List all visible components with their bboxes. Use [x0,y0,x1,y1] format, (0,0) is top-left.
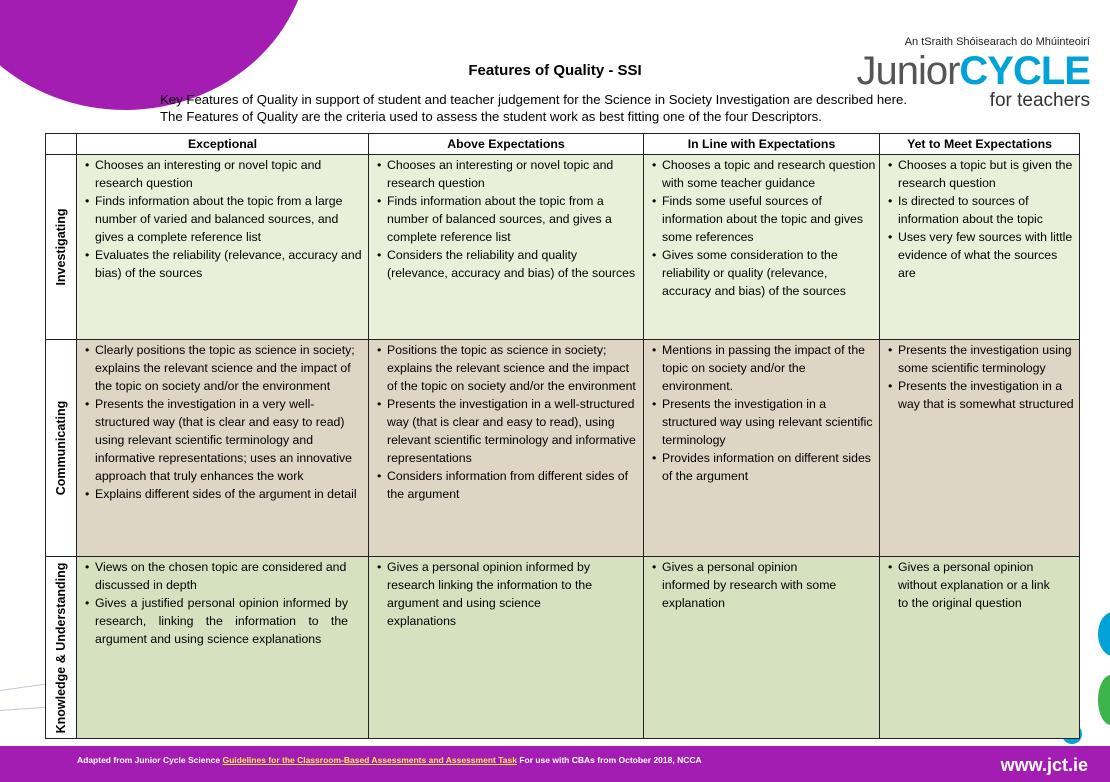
logo-cycle: CYCLE [959,49,1090,93]
list-item: • Presents the investigation in a very well-structured way (that is clear and easy to read) using relevant scientific terminology and informative representations; uses an innovative approach that truly enhances the work [95,395,366,485]
list-item: • Gives a personal opinion informed by research with some explanation [662,558,877,612]
decorative-dot [1098,612,1110,656]
list-item: • Is directed to sources of information about the topic [898,192,1077,228]
table-cell [77,340,369,557]
column-header-exceptional: Exceptional [77,134,369,155]
footer-url[interactable]: www.jct.ie [1000,755,1088,775]
table-cell [77,557,369,739]
list-item: • Chooses an interesting or novel topic and research question [387,156,641,192]
table-cell [644,155,880,340]
list-item: • Views on the chosen topic are considered and discussed in depth [95,558,366,594]
row-label-communicating: Communicating [54,400,68,496]
list-item: • Considers the reliability and quality (relevance, accuracy and bias) of the sources [387,246,641,282]
table-cell [369,155,644,340]
list-item: • Finds information about the topic from a number of balanced sources, and gives a complete reference list [387,192,641,246]
decorative-dot [1098,675,1110,725]
footer-suffix: For use with CBAs from October 2018, NCCA [516,755,702,765]
list-item: • Chooses an interesting or novel topic and research question [95,156,366,192]
list-item: • Evaluates the reliability (relevance, accuracy and bias) of the sources [95,246,366,282]
table-row-communicating [46,340,1080,557]
table-row-knowledge-understanding [46,557,1080,739]
table-cell [880,340,1080,557]
table-cell [644,340,880,557]
list-item: • Presents the investigation using some scientific terminology [898,341,1077,377]
table-cell [369,340,644,557]
table-cell [77,155,369,340]
row-label-cell [46,340,77,557]
column-header-yet-to-meet-expectations: Yet to Meet Expectations [880,134,1080,155]
column-header-in-line-with-expectations: In Line with Expectations [644,134,880,155]
table-header-row [46,134,1080,155]
list-item: • Presents the investigation in a structured way using relevant scientific terminology [662,395,877,449]
guidelines-link[interactable]: Guidelines for the Classroom-Based Assessments and Assessment Task [222,755,517,765]
list-item: • Uses very few sources with little evidence of what the sources are [898,228,1077,282]
list-item: • Finds some useful sources of information about the topic and gives some references [662,192,877,246]
table-cell [644,557,880,739]
intro-text: Key Features of Quality in support of student and teacher judgement for the Science in Society Investigation are described here. The Features of Quality are the criteria used to assess the student work as best fitting one of the four Descriptors. [160,92,907,124]
table-cell [880,155,1080,340]
list-item: • Gives a justified personal opinion informed by research, linking the information to the argument and using science explanations [95,594,366,648]
page-title: Features of Quality - SSI [468,62,642,79]
list-item: • Finds information about the topic from a large number of varied and balanced sources, and gives a complete reference list [95,192,366,246]
list-item: • Gives a personal opinion informed by research linking the information to the argument and using science explanations [387,558,641,630]
list-item: • Gives a personal opinion without explanation or a link to the original question [898,558,1077,612]
list-item: • Mentions in passing the impact of the topic on society and/or the environment. [662,341,877,395]
footer-prefix: Adapted from Junior Cycle Science [77,755,223,765]
row-label-investigating: Investigating [54,208,68,286]
table-row-investigating [46,155,1080,340]
footer-source-text [77,755,702,765]
list-item: • Clearly positions the topic as science in society; explains the relevant science and the impact of the topic on society and/or the environment [95,341,366,395]
list-item: • Explains different sides of the argument in detail [95,485,366,503]
corner-cell [46,134,77,155]
list-item: • Presents the investigation in a way that is somewhat structured [898,377,1077,413]
list-item: • Positions the topic as science in society; explains the relevant science and the impact of the topic on society and/or the environment [387,341,641,395]
table-cell [880,557,1080,739]
column-header-above-expectations: Above Expectations [369,134,644,155]
list-item: • Provides information on different sides of the argument [662,449,877,485]
row-label-knowledge-understanding: Knowledge & Understanding [54,562,68,733]
list-item: • Gives some consideration to the reliability or quality (relevance, accuracy and bias) of the sources [662,246,877,300]
list-item: • Chooses a topic but is given the research question [898,156,1077,192]
list-item: • Presents the investigation in a well-structured way (that is clear and easy to read), using relevant scientific terminology and informative representations [387,395,641,467]
logo-irish-text: An tSraith Shóisearach do Mhúinteoirí [904,36,1090,48]
table-cell [369,557,644,739]
list-item: • Chooses a topic and research question with some teacher guidance [662,156,877,192]
features-of-quality-table [45,133,1080,739]
row-label-cell [46,557,77,739]
logo-tagline: for teachers [989,90,1090,111]
list-item: • Considers information from different sides of the argument [387,467,641,503]
row-label-cell [46,155,77,340]
logo-junior: Junior [856,49,960,93]
